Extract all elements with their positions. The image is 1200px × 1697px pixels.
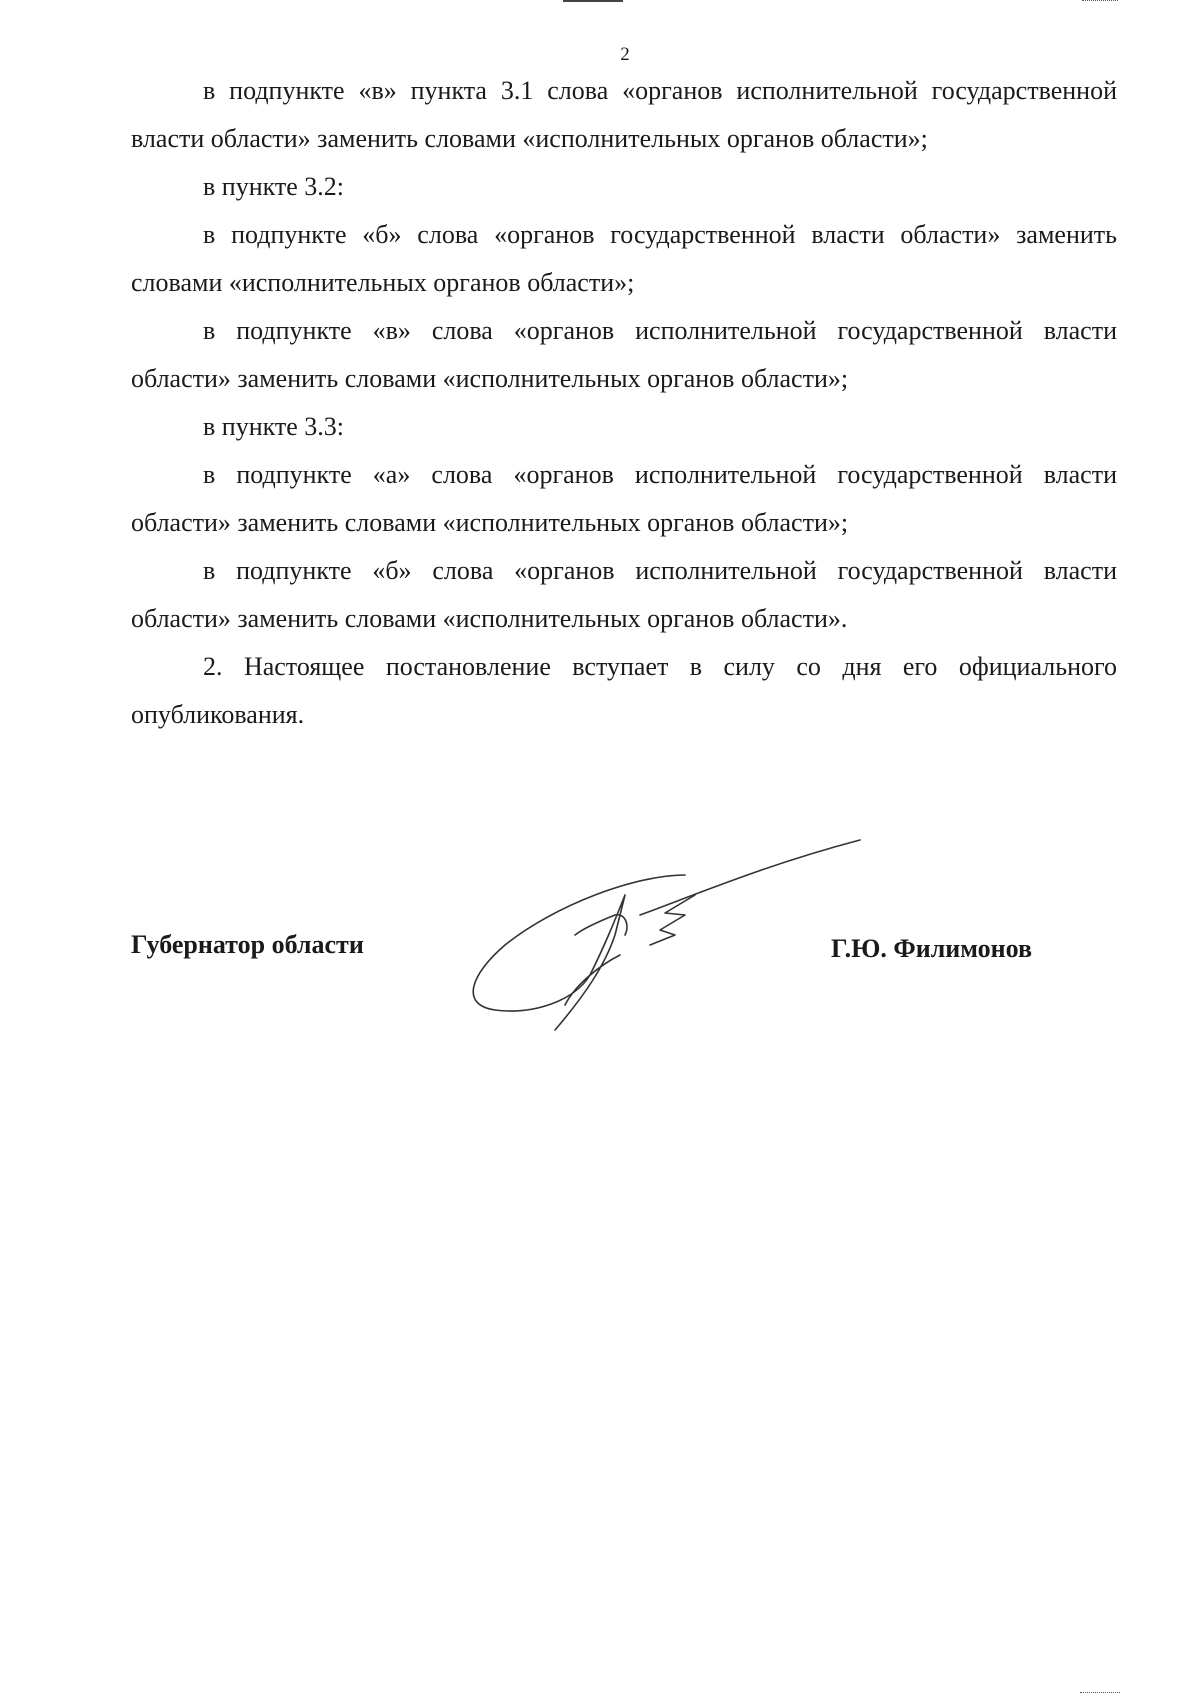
signer-position: Губернатор области <box>131 930 364 959</box>
page-number: 2 <box>620 44 630 65</box>
paragraph: в подпункте «в» слова «органов исполнительной государственной власти области» заменить словами «исполнительных органов области»; <box>131 316 1117 393</box>
paragraph: в подпункте «б» слова «органов исполнительной государственной власти области» заменить словами «исполнительных органов области». <box>131 556 1117 633</box>
document-body <box>131 67 1117 739</box>
paragraph: 2. Настоящее постановление вступает в силу со дня его официального опубликования. <box>131 652 1117 729</box>
signature-block <box>131 930 1117 990</box>
paragraph: в пункте 3.3: <box>203 412 345 441</box>
paragraph: в подпункте «а» слова «органов исполнительной государственной власти области» заменить словами «исполнительных органов области»; <box>131 460 1117 537</box>
signer-name: Г.Ю. Филимонов <box>831 934 1033 963</box>
scan-artifact-top-right <box>1082 0 1118 4</box>
scan-artifact-top <box>563 0 623 2</box>
paragraph: в подпункте «б» слова «органов государственной власти области» заменить словами «исполнительных органов области»; <box>131 220 1117 297</box>
scan-artifact-bottom-right <box>1080 1689 1120 1693</box>
paragraph: в пункте 3.2: <box>203 172 345 201</box>
paragraph: в подпункте «в» пункта 3.1 слова «органов исполнительной государственной власти области» заменить словами «исполнительных органов области»; <box>131 76 1117 153</box>
